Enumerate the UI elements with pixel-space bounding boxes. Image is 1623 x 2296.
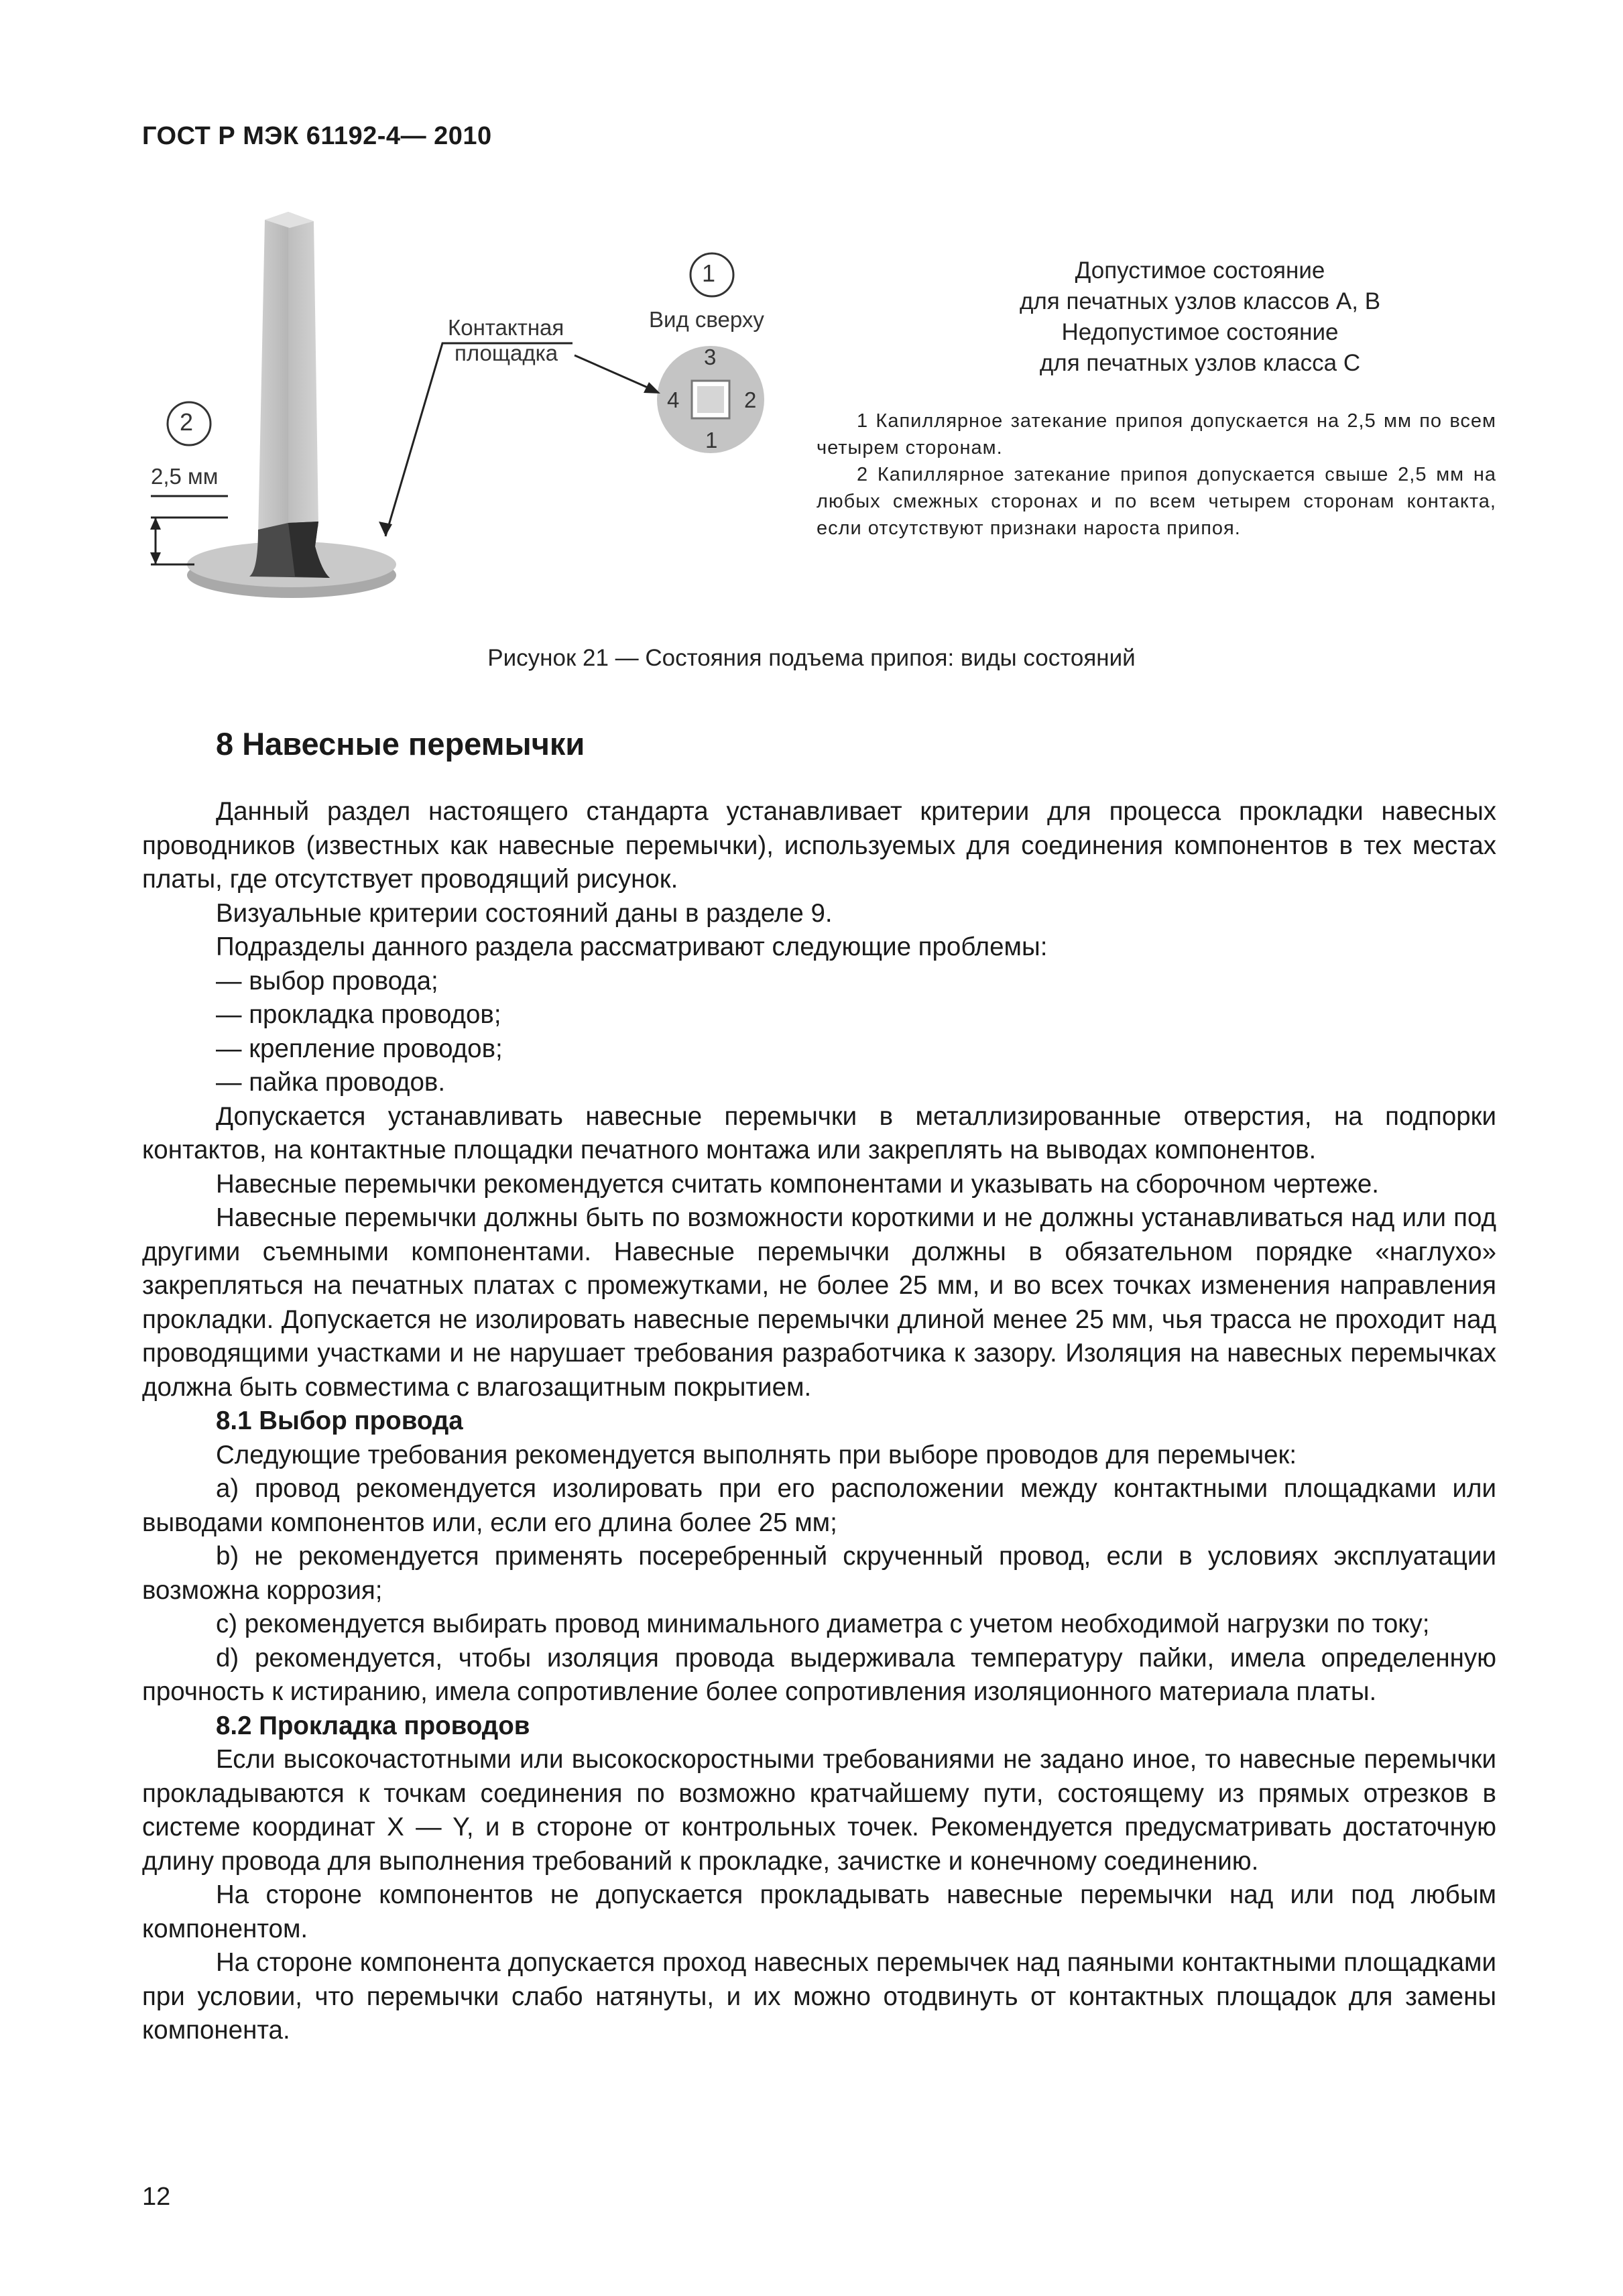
dim-arrow-down (150, 552, 161, 564)
side-4-label: 4 (667, 387, 680, 412)
dim-arrow-up (150, 518, 161, 530)
list-item: b) не рекомендуется применять посеребренный скрученный провод, если в условиях эксплуатации возможна коррозия; (142, 1542, 1496, 1605)
figure-21 (0, 0, 1623, 670)
section-title: 8 Навесные перемычки (216, 726, 585, 762)
list-item: — крепление проводов; (216, 1034, 503, 1063)
paragraph: Следующие требования рекомендуется выполнять при выборе проводов для перемычек: (216, 1440, 1297, 1469)
paragraph: На стороне компонента допускается проход навесных перемычек над паяными контактными площадками при условии, что перемычки слабо натянуты, и их можно отодвинуть от контактных площадок для замены компонента. (142, 1948, 1496, 2045)
paragraph: Если высокочастотными или высокоскоростными требованиями не задано иное, то навесные перемычки прокладываются к точкам соединения по возможно кратчайшему пути, состоящему из прямых отрезков в системе координат X — Y, и в стороне от контрольных точек. Рекомендуется предусматривать достаточную длину провода для выполнения требований к прокладке, зачистке и конечному соединению. (142, 1745, 1496, 1876)
marker-2-label: 2 (180, 408, 194, 436)
condition-line-4: для печатных узлов класса С (1039, 350, 1361, 376)
side-3-label: 3 (704, 345, 717, 369)
condition-line-1: Допустимое состояние (1075, 257, 1325, 284)
paragraph: Данный раздел настоящего стандарта устанавливает критерии для процесса прокладки навесных проводников (известных как навесные перемычки), используемых для соединения компонентов в тех местах платы, где отсутствует проводящий рисунок. (142, 797, 1496, 894)
side-2-label: 2 (744, 387, 757, 412)
paragraph: Допускается устанавливать навесные перемычки в металлизированные отверстия, на подпорки контактов, на контактные площадки печатного монтажа или закреплять на выводах компонентов. (142, 1101, 1496, 1164)
contact-pad-leader (385, 343, 573, 536)
top-view-pin (697, 386, 724, 413)
list-item: c) рекомендуется выбирать провод минимального диаметра с учетом необходимой нагрузки по току; (216, 1610, 1430, 1638)
figure-note-1: 1 Капиллярное затекание припоя допускается на 2,5 мм по всем четырем сторонам. (817, 410, 1496, 459)
list-item: — выбор провода; (216, 966, 438, 995)
document-header: ГОСТ Р МЭК 61192-4— 2010 (142, 122, 492, 150)
page-number: 12 (142, 2183, 171, 2211)
condition-line-3: Недопустимое состояние (1061, 319, 1339, 345)
figure-note-2: 2 Капиллярное затекание припоя допускается свыше 2,5 мм на любых смежных сторонах и по всем четырем сторонам контакта, если отсутствуют признаки нароста припоя. (817, 464, 1496, 539)
side-1-label: 1 (705, 428, 718, 452)
paragraph: Визуальные критерии состояний даны в разделе 9. (216, 898, 833, 928)
list-item: — прокладка проводов; (216, 1000, 501, 1029)
top-view-arrow-line (575, 355, 654, 390)
subsection-title-8-1: 8.1 Выбор провода (216, 1406, 463, 1435)
paragraph: Подразделы данного раздела рассматривают следующие проблемы: (216, 932, 1048, 961)
contact-pad-label-2: площадка (455, 341, 558, 365)
paragraph: Навесные перемычки должны быть по возможности короткими и не должны устанавливаться над или под другими съемными компонентами. Навесные перемычки должны в обязательном порядке «наглухо» закрепляться на печатных платах с промежутками, не более 25 мм, и во всех точках изменения направления прокладки. Допускается не изолировать навесные перемычки длиной менее 25 мм, чья трасса не проходит над проводящими участками и не нарушает требования разработчика к зазору. Изоляция на навесных перемычках должна быть совместима с влагозащитным покрытием. (142, 1203, 1496, 1402)
section-body (142, 795, 1496, 2048)
top-view-arrow-head (644, 382, 660, 394)
top-view-label: Вид сверху (649, 307, 764, 332)
paragraph: Навесные перемычки рекомендуется считать компонентами и указывать на сборочном чертеже. (216, 1169, 1379, 1199)
figure-caption: Рисунок 21 — Состояния подъема припоя: виды состояний (487, 645, 1136, 671)
pin-front (258, 212, 288, 536)
list-item: — пайка проводов. (216, 1068, 446, 1097)
pin-side (288, 212, 318, 530)
subsection-title-8-2: 8.2 Прокладка проводов (216, 1711, 530, 1740)
condition-block (898, 255, 1502, 379)
figure-notes (817, 408, 1496, 542)
list-item: d) рекомендуется, чтобы изоляция провода выдерживала температуру пайки, имела определенную прочность к истиранию, имела сопротивление более сопротивления изоляционного материала платы. (142, 1643, 1496, 1706)
list-item: a) провод рекомендуется изолировать при его расположении между контактными площадками или выводами компонентов или, если его длина более 25 мм; (142, 1474, 1496, 1537)
condition-line-2: для печатных узлов классов А, В (1019, 288, 1381, 314)
marker-1-label: 1 (702, 259, 716, 287)
dimension-label: 2,5 мм (151, 464, 219, 489)
paragraph: На стороне компонентов не допускается прокладывать навесные перемычки над или под любым компонентом. (142, 1880, 1496, 1943)
contact-pad-label: Контактная (448, 315, 564, 340)
